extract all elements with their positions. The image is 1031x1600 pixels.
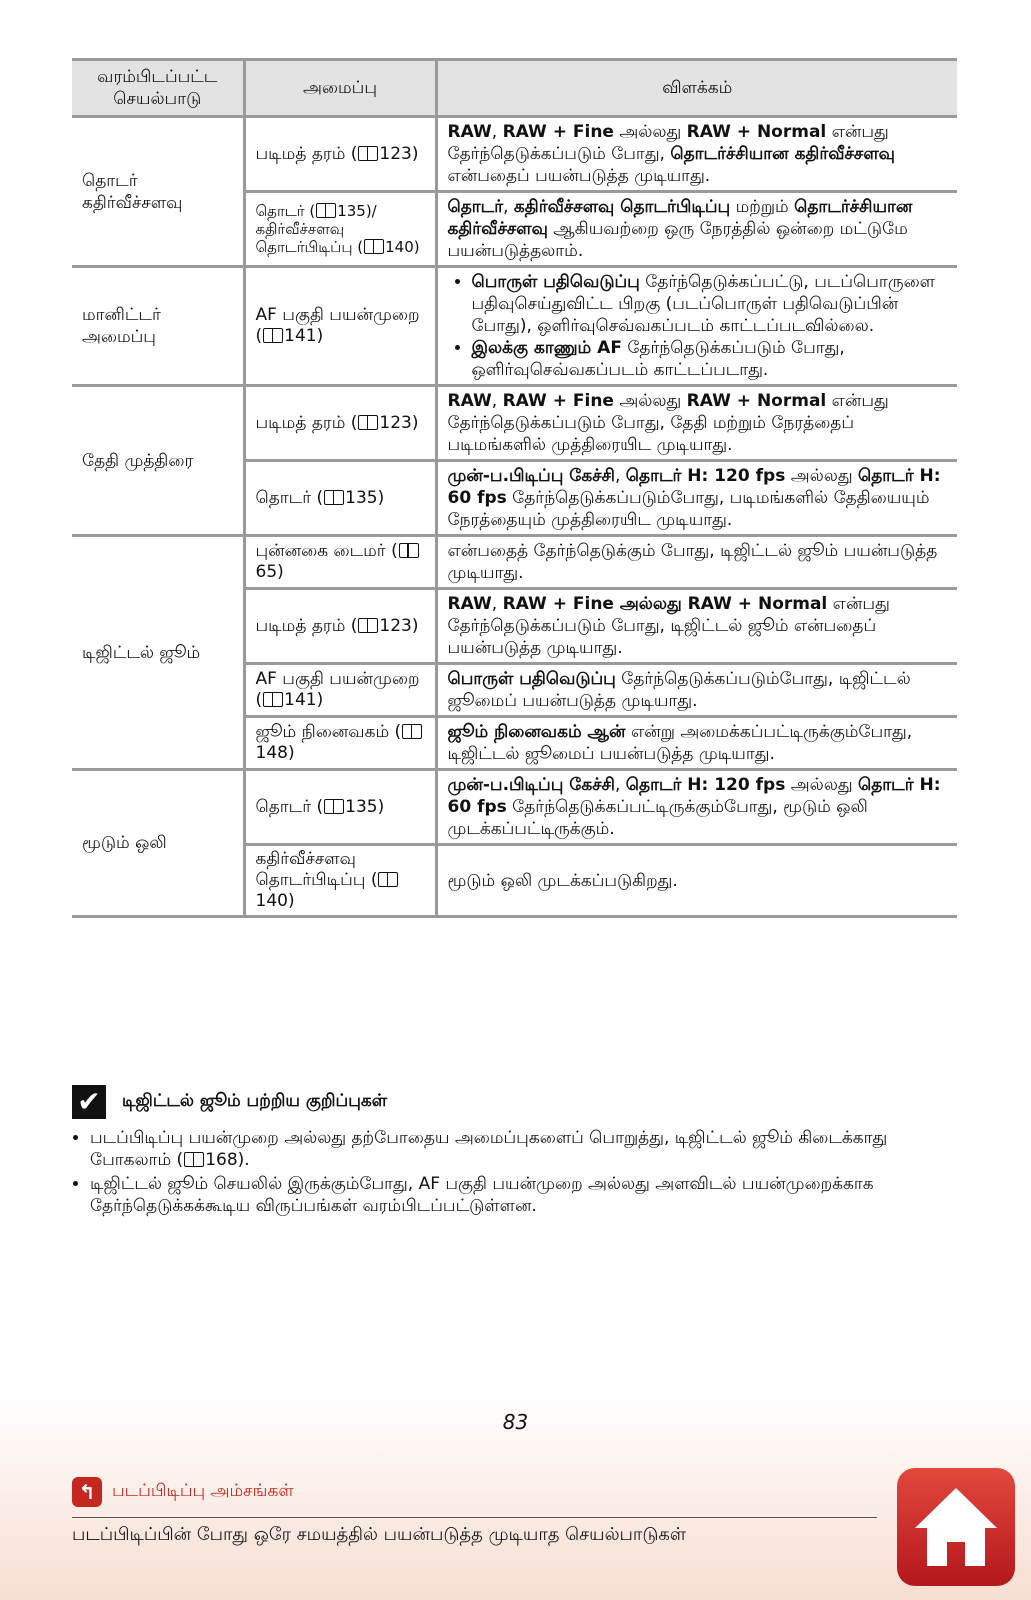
setting-label: ) [377, 796, 385, 817]
description-cell [436, 664, 957, 717]
description-text: RAW [447, 391, 492, 411]
description-text: என்று அமைக்கப்பட்டிருக்கும்போது, டிஜிட்டல் ஜூமைப் பயன்படுத்த முடியாது. [447, 722, 913, 764]
description-text: பொருள் பதிவெடுப்பு [471, 272, 640, 292]
book-icon [324, 799, 344, 814]
page-number: 83 [502, 1410, 529, 1434]
description-cell [436, 461, 957, 536]
book-icon [316, 203, 336, 218]
book-icon [324, 490, 344, 505]
page-ref-link[interactable]: 148 [255, 743, 288, 763]
note-list [72, 1127, 952, 1217]
page-ref-link[interactable]: 135 [345, 487, 378, 508]
description-cell [436, 845, 957, 917]
description-text: மூடும் ஒலி முடக்கப்படுகிறது. [447, 870, 678, 891]
description-cell [436, 589, 957, 664]
page-ref-link[interactable]: 123 [379, 143, 412, 164]
description-text: அல்லது [613, 122, 687, 142]
setting-label: தொடர் ( [255, 202, 316, 220]
description-cell [436, 536, 957, 589]
description-cell [436, 770, 957, 845]
description-cell [436, 192, 957, 267]
book-icon [402, 724, 422, 739]
table-row [72, 267, 957, 386]
page-ref-link[interactable]: 65 [255, 562, 278, 582]
setting-cell [244, 192, 436, 267]
description-text: , [503, 197, 514, 217]
description-text: , [491, 122, 503, 142]
description-text: RAW + Fine அல்லது RAW + Normal [502, 594, 828, 614]
page-ref-link[interactable]: 141 [284, 326, 317, 346]
setting-label: தொடர் ( [255, 796, 324, 817]
function-cell: டிஜிட்டல் ஜூம் [72, 536, 244, 770]
description-text: தேர்ந்தெடுக்கப்படும் போது, ஒளிர்வுசெவ்வகப்படம் காட்டப்படாது. [471, 338, 845, 380]
table-row [72, 117, 957, 192]
note-title: டிஜிட்டல் ஜூம் பற்றிய குறிப்புகள் [122, 1091, 388, 1111]
description-text: என்பதைத் தேர்ந்தெடுக்கும் போது, டிஜிட்டல் ஜூம் பயன்படுத்த முடியாது. [447, 541, 938, 583]
setting-label: புன்னகை டைமர் ( [255, 541, 398, 561]
page-ref-link[interactable]: 123 [379, 615, 412, 636]
column-header: வரம்பிடப்பட்ட செயல்பாடு [72, 60, 244, 117]
setting-cell [244, 536, 436, 589]
description-text: RAW + Fine [502, 122, 614, 142]
description-bullet [472, 337, 948, 381]
setting-label: )/ கதிர்வீச்சளவு தொடர்பிடிப்பு ( [255, 202, 377, 256]
description-cell [436, 386, 957, 461]
page-ref-link[interactable]: 123 [379, 412, 412, 433]
page-ref-link[interactable]: 135 [345, 796, 378, 817]
description-text: முன்-ப.பிடிப்பு கேச்சி [447, 775, 615, 795]
table-body [72, 117, 957, 917]
description-text: முன்-ப.பிடிப்பு கேச்சி [447, 466, 615, 486]
setting-label: ) [411, 412, 419, 433]
book-icon [263, 692, 283, 707]
setting-label: கதிர்வீச்சளவு தொடர்பிடிப்பு ( [255, 849, 378, 890]
description-text: , [491, 391, 503, 411]
setting-label: ) [316, 326, 324, 346]
description-text: தொடர் H: 120 fps [625, 466, 786, 486]
table-row [72, 536, 957, 589]
description-text: என்பதைப் பயன்படுத்த முடியாது. [447, 166, 711, 186]
book-icon [364, 239, 384, 254]
column-header: விளக்கம் [436, 60, 957, 117]
setting-cell [244, 267, 436, 386]
description-text: RAW + Normal [686, 122, 827, 142]
description-text: தொடர் H: 60 fps [447, 466, 941, 508]
description-bullet [472, 271, 948, 337]
footer-divider [72, 1517, 877, 1518]
description-text: அல்லது [785, 466, 858, 486]
setting-label: ) [287, 891, 295, 911]
book-icon [358, 146, 378, 161]
setting-cell [244, 461, 436, 536]
function-cell: தேதி முத்திரை [72, 386, 244, 536]
section-link-label[interactable]: படப்பிடிப்பு அம்சங்கள் [112, 1481, 294, 1501]
description-text: தேர்ந்தெடுக்கப்பட்டு, படப்பொருளை பதிவுசெய்துவிட்ட பிறகு (படப்பொருள் பதிவெடுப்பின் போது), ஒளிர்வுசெவ்வகப்படம் காட்டப்படவில்லை. [471, 272, 935, 336]
setting-cell [244, 386, 436, 461]
description-cell [436, 117, 957, 192]
description-text: என்பது தேர்ந்தெடுக்கப்படும் போது, டிஜிட்டல் ஜூம் என்பதைப் பயன்படுத்த முடியாது. [447, 594, 890, 658]
description-text: , [491, 594, 503, 614]
description-text: இலக்கு காணும் AF [471, 338, 622, 358]
page-ref-link[interactable]: 168 [205, 1150, 238, 1170]
setting-label: தொடர் ( [255, 487, 324, 508]
description-text: , [614, 775, 626, 795]
setting-label: ) [413, 238, 420, 256]
setting-label: ) [377, 487, 385, 508]
setting-label: AF பகுதி பயன்முறை ( [255, 305, 420, 346]
setting-label: ) [277, 562, 284, 582]
description-text: தொடர் H: 60 fps [447, 775, 941, 817]
description-text: RAW [447, 122, 492, 142]
description-text: மற்றும் [730, 197, 795, 217]
book-icon [358, 415, 378, 430]
description-text: ஜூம் நினைவகம் ஆன் [447, 722, 626, 742]
description-text: RAW + Normal [686, 391, 827, 411]
description-text: தேர்ந்தெடுக்கப்படும்போது, படிமங்களில் தேதியையும் நேரத்தையும் முத்திரையிட முடியாது. [447, 488, 930, 530]
table-header-row [72, 60, 957, 117]
page-ref-link[interactable]: 141 [284, 690, 317, 710]
setting-cell [244, 717, 436, 770]
description-text: அல்லது [613, 391, 687, 411]
description-cell [436, 267, 957, 386]
function-cell: தொடர் கதிர்வீச்சளவு [72, 117, 244, 267]
setting-cell [244, 589, 436, 664]
book-icon [399, 543, 419, 558]
setting-cell [244, 664, 436, 717]
description-cell [436, 717, 957, 770]
setting-label: படிமத் தரம் ( [255, 412, 358, 433]
book-icon [358, 618, 378, 633]
setting-label: படிமத் தரம் ( [255, 143, 358, 164]
description-text: அல்லது [785, 775, 858, 795]
note-item [90, 1173, 952, 1217]
setting-label: ) [316, 690, 324, 710]
book-icon [263, 328, 283, 343]
description-text: தேர்ந்தெடுக்கப்படும்போது, டிஜிட்டல் ஜூமைப் பயன்படுத்த முடியாது. [447, 669, 911, 711]
description-text: தொடர்ச்சியான கதிர்வீச்சளவு [447, 197, 913, 239]
note-text: படப்பிடிப்பு பயன்முறை அல்லது தற்போதைய அமைப்புகளைப் பொறுத்து, டிஜிட்டல் ஜூம் கிடைக்காது போகலாம் ( [90, 1128, 888, 1170]
home-button[interactable] [897, 1468, 1015, 1586]
section-link[interactable] [72, 1477, 294, 1507]
footer-page-title: படப்பிடிப்பின் போது ஒரே சமயத்தில் பயன்படுத்த முடியாத செயல்பாடுகள் [72, 1524, 687, 1545]
restrictions-table [72, 58, 957, 918]
function-cell: மூடும் ஒலி [72, 770, 244, 917]
description-text: தொடர்ச்சியான கதிர்வீச்சளவு [670, 144, 895, 164]
home-icon [911, 1484, 1001, 1570]
checkmark-icon: ✔ [72, 1085, 106, 1119]
description-text: என்பது தேர்ந்தெடுக்கப்படும் போது, தேதி மற்றும் நேரத்தைப் படிமங்களில் முத்திரையிட முடியாது. [447, 391, 889, 455]
back-arrow-icon[interactable]: ↰ [72, 1477, 102, 1507]
description-text: , [614, 466, 626, 486]
note-text: டிஜிட்டல் ஜூம் செயலில் இருக்கும்போது, AF பகுதி பயன்முறை அல்லது அளவிடல் பயன்முறைக்காக தேர்ந்தெடுக்கக்கூடிய விருப்பங்கள் வரம்பிடப்பட்டுள்ளன. [90, 1174, 874, 1216]
setting-cell [244, 770, 436, 845]
note-box [72, 1085, 952, 1219]
description-text: ஆகியவற்றை ஒரு நேரத்தில் ஒன்றை மட்டுமே பயன்படுத்தலாம். [447, 219, 908, 261]
book-icon [184, 1152, 204, 1167]
description-text: தொடர் H: 120 fps [625, 775, 786, 795]
setting-label: ) [287, 743, 295, 763]
table-row [72, 770, 957, 845]
setting-label: படிமத் தரம் ( [255, 615, 358, 636]
description-text: கதிர்வீச்சளவு தொடர்பிடிப்பு [513, 197, 731, 217]
setting-label: AF பகுதி பயன்முறை ( [255, 669, 420, 710]
page-ref-link[interactable]: 135 [337, 202, 366, 220]
function-cell: மானிட்டர் அமைப்பு [72, 267, 244, 386]
setting-label: ) [411, 143, 419, 164]
note-header [72, 1085, 952, 1119]
page-ref-link[interactable]: 140 [255, 891, 288, 911]
note-item [90, 1127, 952, 1171]
setting-label: ஜூம் நினைவகம் ( [255, 722, 402, 742]
description-text: தொடர் [447, 197, 504, 217]
book-icon [378, 872, 398, 887]
column-header: அமைப்பு [244, 60, 436, 117]
description-text: RAW [447, 594, 492, 614]
setting-label: ) [411, 615, 419, 636]
table-row [72, 386, 957, 461]
note-text: ). [237, 1150, 250, 1170]
page-ref-link[interactable]: 140 [385, 238, 414, 256]
description-text: RAW + Fine [502, 391, 614, 411]
description-text: தேர்ந்தெடுக்கப்பட்டிருக்கும்போது, மூடும் ஒலி முடக்கப்பட்டிருக்கும். [447, 797, 868, 839]
setting-cell [244, 845, 436, 917]
setting-cell [244, 117, 436, 192]
description-text: பொருள் பதிவெடுப்பு [447, 669, 616, 689]
description-bullets [448, 271, 948, 381]
description-text: என்பது தேர்ந்தெடுக்கப்படும் போது, [447, 122, 889, 164]
